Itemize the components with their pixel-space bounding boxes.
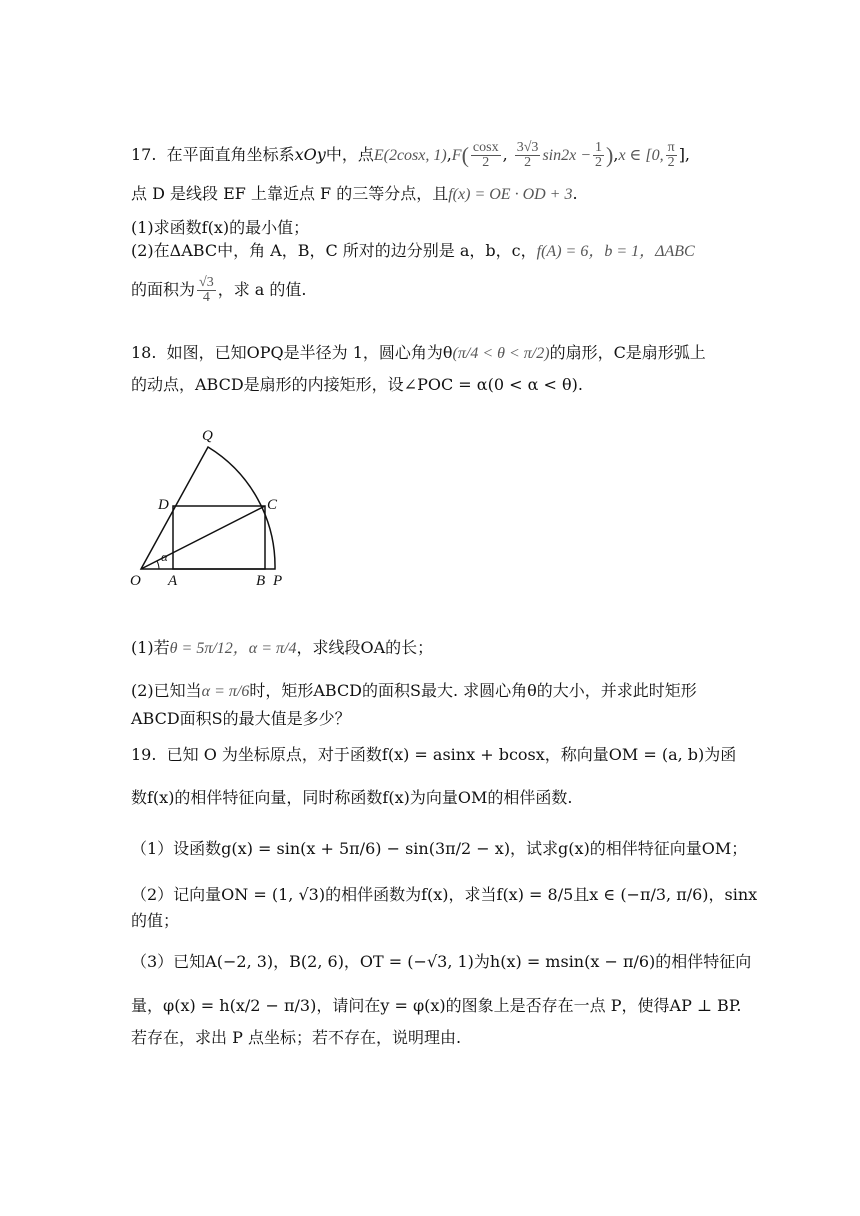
q17-xrange-suffix: ], [678,145,691,164]
q17-line2-text: 点 D 是线段 EF 上靠近点 F 的三等分点，且 [131,184,449,203]
segment-oc [141,506,265,569]
q17-part2-line1 [131,240,695,263]
q18-part2 [131,680,697,703]
q17-part2-math: f(A) = 6，b = 1，ΔABC [536,243,695,260]
q17-frac1-num: cosx [472,140,499,155]
label-d: D [158,497,169,513]
q17-frac3-den: 2 [595,155,603,170]
q17-f-tail: sin2x − [542,147,592,164]
q18-line1 [131,342,706,365]
q17-xrange-num: π [667,140,675,155]
q19-part3-line1: （3）已知A(−2, 3)，B(2, 6)，OT = (−√3, 1)为h(x) = msin(x − π/6)的相伴特征向 [131,952,752,971]
q17-point-e: E(2cosx, 1) [373,147,447,164]
q17-part2-line2 [131,276,307,305]
label-alpha: α [161,549,168,564]
q19-part2-line2: 的值； [131,911,180,930]
q18-part2-math: α = π/6 [201,683,250,700]
q17-frac2-den: 2 [524,155,532,170]
q18-part1-prefix: (1)若 [131,638,170,657]
q18-part1-math: θ = 5π/12，α = π/4 [169,640,297,657]
label-c: C [267,497,278,513]
q19-part3-line2: 量，φ(x) = h(x/2 − π/3)，请问在y = φ(x)的图象上是否存在一点 P，使得AP ⊥ BP. [131,996,742,1015]
q17-plane: xOy [294,145,326,164]
label-p: P [273,573,283,589]
q17-area-suffix: ，求 a 的值. [217,280,307,299]
q17-line2-math: f(x) = OE · OD + 3 [448,186,573,203]
label-o: O [130,573,141,589]
q18-theta-range: (π/4 < θ < π/2) [452,345,550,362]
sector-figure [128,420,298,590]
q18-part2-suffix: 时，矩形ABCD的面积S最大. 求圆心角θ的大小，并求此时矩形 [249,681,697,700]
q17-point-f: F [451,147,462,164]
q17-frac2-num: 3√3 [516,140,539,155]
q17-part1: (1)求函数f(x)的最小值； [131,218,310,237]
q17-area-num: √3 [199,275,214,290]
q17-xrange-prefix: x ∈ [0, [618,147,664,164]
q18-number: 18. [131,343,157,362]
q19-part2-line1: （2）记向量ON = (1, √3)的相伴函数为f(x)，求当f(x) = 8/5且x ∈ (−π/3, π/6)，sinx [131,885,758,904]
inscribed-rectangle [173,506,265,569]
q17-intro: 在平面直角坐标系 [166,145,295,164]
q17-mid: 中，点 [325,145,374,164]
q18-part1 [131,637,433,660]
q19-line1 [131,744,736,766]
q19-part3-line3: 若存在，求出 P 点坐标；若不存在，说明理由. [131,1028,462,1047]
q19-line2: 数f(x)的相伴特征向量，同时称函数f(x)为向量OM的相伴函数. [131,788,573,807]
q17-area-den: 4 [202,290,210,305]
q18-line1-a: 如图，已知OPQ是半径为 1，圆心角为θ [166,343,453,362]
label-a: A [168,573,178,589]
q17-part2-text: (2)在ΔABC中，角 A，B，C 所对的边分别是 a，b，c， [131,241,537,260]
q18-line1-b: 的扇形，C是扇形弧上 [549,343,706,362]
label-q: Q [202,428,213,444]
q18-part1-suffix: ，求线段OA的长； [296,638,434,657]
q18-part2-prefix: (2)已知当 [131,681,202,700]
q19-number: 19. [131,745,157,764]
q19-line1-text: 已知 O 为坐标原点，对于函数f(x) = asinx + bcosx，称向量OM = (a, b)为函 [166,745,737,764]
q17-area-prefix: 的面积为 [131,280,196,299]
q17-xrange-den: 2 [667,155,675,170]
label-b: B [256,573,266,589]
q17-line1: 17. 在平面直角坐标系xOy中，点E(2cosx, 1),F( $\frac{\cos x}{2}$ , $\frac{3√3}{2}$ sin2x − $\frac{1}{2}$ ),x ∈ [0, $\frac{\pi}{2}$ ], [131,140,691,170]
q17-frac1-den: 2 [482,155,490,170]
q17-frac3-num: 1 [595,140,603,155]
q18-part2-line2: ABCD面积S的最大值是多少？ [131,709,351,728]
q19-part1: （1）设函数g(x) = sin(x + 5π/6) − sin(3π/2 − x)，试求g(x)的相伴特征向量OM； [131,839,748,858]
q18-line2: 的动点，ABCD是扇形的内接矩形，设∠POC = α(0 < α < θ). [131,375,583,394]
q17-number: 17. [131,145,157,164]
q17-line2: 点 D 是线段 EF 上靠近点 F 的三等分点，且f(x) = OE · OD + 3. [131,184,578,203]
alpha-arc [157,561,159,569]
